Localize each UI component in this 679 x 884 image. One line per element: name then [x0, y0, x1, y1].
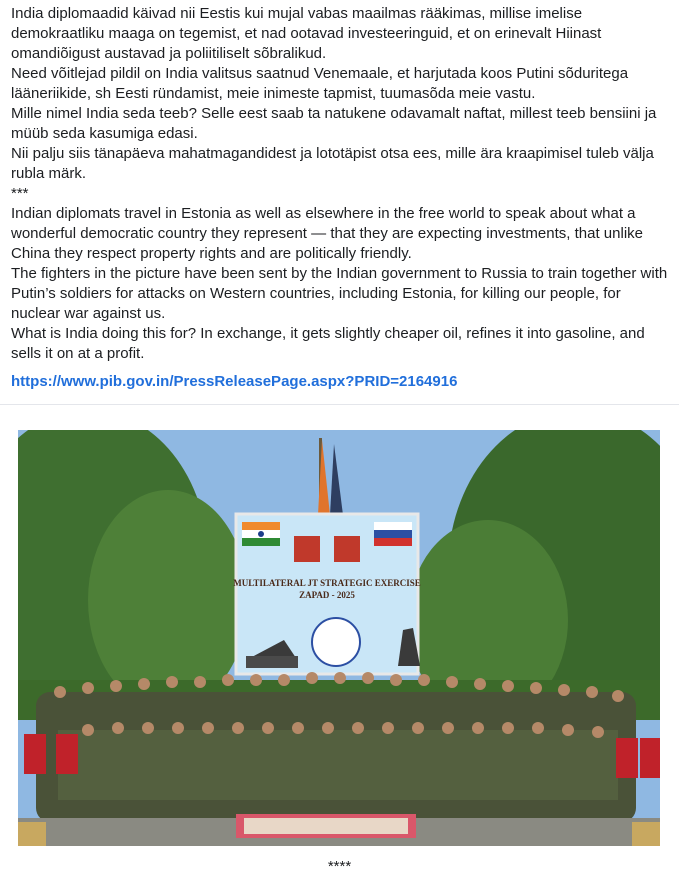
soldiers-group [36, 672, 636, 822]
divider [0, 404, 679, 405]
banner-title: MULTILATERAL JT STRATEGIC EXERCISE [233, 578, 421, 588]
post-text [11, 4, 671, 392]
post-photo[interactable] [18, 430, 660, 846]
banner-subtitle: ZAPAD - 2025 [299, 590, 355, 600]
paragraph: The fighters in the picture have been sent by the Indian government to Russia to train together with Putin’s soldiers for attacks on Western countries, including Estonia, for killing our people, for nuclear war against us. [11, 265, 668, 322]
caption: **** [327, 858, 352, 875]
paragraph: Nii palju siis tänapäeva mahatmagandidest ja lototäpist otsa ees, mille ära kraapimisel tuleb välja rubla märk. [11, 145, 654, 182]
paragraph: Need võitlejad pildil on India valitsus saatnud Venemaale, et harjutada koos Putini sõduritega lääneriikide, sh Eesti ründamist, meie inimeste tapmist, tuumasõda meie vastu. [11, 65, 629, 102]
exercise-emblem [312, 618, 360, 666]
paragraph: Indian diplomats travel in Estonia as well as elsewhere in the free world to speak about what a wonderful democratic country they represent — that they are expecting investments, that unlike China they respect property rights and are politically friendly. [11, 205, 643, 262]
separator-text: *** [11, 185, 29, 202]
paragraph: Mille nimel India seda teeb? Selle eest saab ta natukene odavamalt naftat, millest teeb bensiini ja müüb seda kasumiga edasi. [11, 105, 657, 142]
post-link[interactable]: https://www.pib.gov.in/PressReleasePage.aspx?PRID=2164916 [11, 373, 458, 390]
paragraph: India diplomaadid käivad nii Eestis kui mujal vabas maailmas rääkimas, millise imelise demokraatliku maaga on tegemist, et nad ootavad investeeringuid, et on erinevalt Hiinast omandiõigust austavad ja poliitiliselt sõbralikud. [11, 5, 602, 62]
paragraph: What is India doing this for? In exchange, it gets slightly cheaper oil, refines it into gasoline, and sells it on at a profit. [11, 325, 645, 362]
